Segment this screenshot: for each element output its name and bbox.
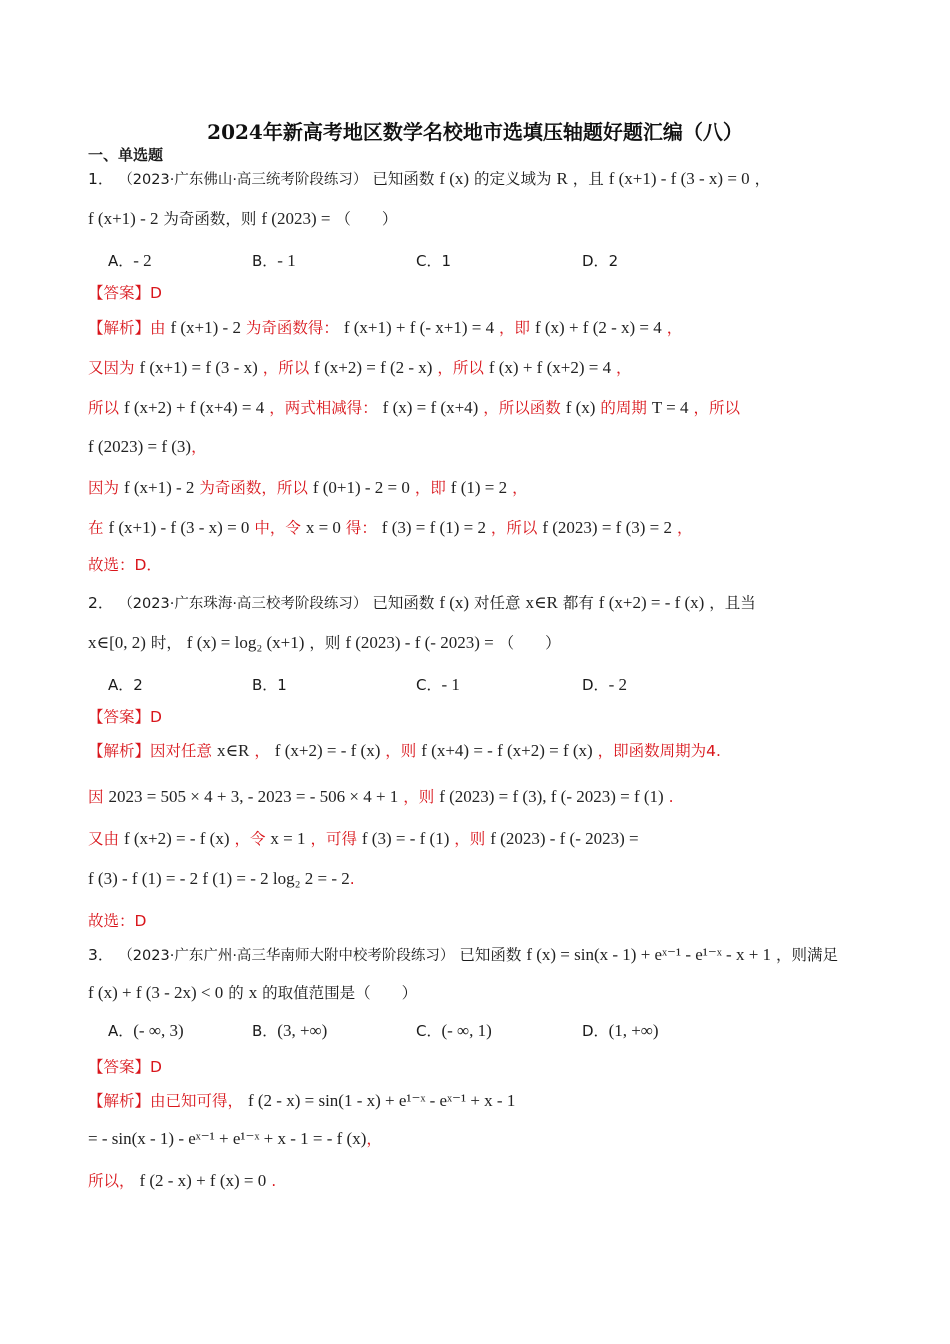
math-expression: f (x+1) - f (3 - x) = 0 xyxy=(108,518,250,537)
q1-stem-line1 xyxy=(88,168,890,191)
text-segment: 因为 xyxy=(88,479,120,497)
q1-math: f (2023) = xyxy=(261,209,331,228)
text-segment: . xyxy=(349,870,355,888)
section-heading: 一、单选题 xyxy=(88,146,164,164)
math-expression: f (x+1) - 2 xyxy=(123,478,195,497)
text-segment: ，两式相减得： xyxy=(269,399,378,417)
q3-stem-line2 xyxy=(88,982,890,1004)
math-expression: f (x+1) + f (- x+1) = 4 xyxy=(343,318,495,337)
math-expression: T = 4 xyxy=(651,398,689,417)
text-segment: C． xyxy=(416,252,442,270)
math-expression: f (x) xyxy=(439,593,470,612)
math-expression: - 1 xyxy=(277,251,296,270)
text-segment: ， xyxy=(191,438,207,456)
math-expression: (1, +∞) xyxy=(608,1021,659,1040)
page-title: 2024年新高考地区数学名校地市选填压轴题好题汇编（八） xyxy=(207,120,743,144)
text-segment: ，即 xyxy=(414,479,446,497)
math-expression: f (1) = 2 xyxy=(450,478,508,497)
q1-number: 1． xyxy=(88,170,114,188)
text-segment: 得： xyxy=(345,519,377,537)
math-expression: - 2 xyxy=(133,251,152,270)
math-expression: x∈R xyxy=(525,593,558,612)
text-segment: ，所以函数 xyxy=(483,399,561,417)
q2-conclusion: 故选：D xyxy=(88,912,147,930)
text-segment: 都有 xyxy=(562,594,594,612)
text-segment: 【解析】 xyxy=(88,1092,151,1110)
math-expression: f (2023) - f (- 2023) = xyxy=(345,633,494,652)
q2-option-b xyxy=(252,674,287,695)
text-segment: 的 xyxy=(228,984,244,1002)
q3-option-d xyxy=(582,1020,659,1041)
text-segment: 在 xyxy=(88,519,104,537)
q1-math: f (x+1) - f (3 - x) = 0 xyxy=(608,169,750,188)
text-segment: 1 xyxy=(277,676,287,694)
text-segment: D． xyxy=(582,676,609,694)
text-segment: 【解析】 xyxy=(88,742,151,760)
q1-text: 已知函数 xyxy=(372,170,435,188)
math-expression: - 1 xyxy=(441,675,460,694)
text-segment: . xyxy=(271,1172,277,1190)
q1-math: f (x+1) - 2 xyxy=(88,209,159,228)
math-expression: x∈[0, 2) xyxy=(88,633,146,652)
text-segment: ， xyxy=(254,742,270,760)
text-segment: 时， xyxy=(150,634,182,652)
math-expression: f (2023) = f (3) xyxy=(88,437,192,456)
q2-solution-line4 xyxy=(88,868,890,890)
text-segment: ，则 xyxy=(454,830,486,848)
q1-option-a xyxy=(108,250,152,271)
text-segment: 已知函数 xyxy=(459,946,522,964)
q1-text: 的定义域为 xyxy=(474,170,552,188)
text-segment: B． xyxy=(252,676,278,694)
text-segment: ，所以 xyxy=(262,359,310,377)
q1-solution-line5 xyxy=(88,477,890,499)
q2-solution-line1 xyxy=(88,740,890,762)
q1-conclusion: 故选：D． xyxy=(88,556,162,574)
math-expression: f (2 - x) + f (x) = 0 xyxy=(139,1171,267,1190)
q2-option-c xyxy=(416,674,460,695)
q2-solution-line2 xyxy=(88,786,890,808)
math-expression: f (x+2) = - f (x) xyxy=(123,829,230,848)
text-segment: A． xyxy=(108,1022,134,1040)
math-expression: f (2023) - f (- 2023) = xyxy=(490,829,639,848)
text-segment: ，则 xyxy=(403,788,435,806)
math-expression: f (x+4) = - f (x+2) = f (x) xyxy=(421,741,593,760)
text-segment: （2023·广东珠海·高三校考阶段练习） xyxy=(118,596,368,612)
q1-solution-line2 xyxy=(88,357,890,379)
q3-solution-line2 xyxy=(88,1128,890,1150)
text-segment: ， xyxy=(676,519,693,537)
text-segment: ，所以 xyxy=(437,359,484,377)
q2-option-d xyxy=(582,674,627,695)
math-expression: - 2 xyxy=(608,675,627,694)
q1-option-d xyxy=(582,250,618,271)
q1-text: ， xyxy=(754,170,771,188)
text-segment: 中，令 xyxy=(254,519,301,537)
text-segment: 已知函数 xyxy=(372,594,435,612)
text-segment: ， xyxy=(616,359,632,377)
q3-answer: 【答案】D xyxy=(88,1058,162,1076)
text-segment: 3． xyxy=(88,946,114,964)
text-segment: 【解析】 xyxy=(88,319,151,337)
text-segment: 为奇函数，所以 xyxy=(199,479,308,497)
q1-paren: （ ） xyxy=(335,210,398,228)
text-segment: ，则满足 xyxy=(775,946,838,964)
q1-solution-line1 xyxy=(88,317,890,339)
text-segment: ， xyxy=(366,1130,382,1148)
q1-option-b xyxy=(252,250,296,271)
text-segment: 由 xyxy=(150,319,166,337)
q1-solution-line4 xyxy=(88,436,890,458)
math-expression: x = 1 xyxy=(270,829,306,848)
text-segment: A． xyxy=(108,252,134,270)
math-expression: f (x+2) = f (2 - x) xyxy=(314,358,433,377)
q1-solution-line6 xyxy=(88,517,890,539)
math-expression: x∈R xyxy=(216,741,250,760)
text-segment: A． xyxy=(108,676,134,694)
q3-stem-line1 xyxy=(88,944,890,967)
q2-stem-line2 xyxy=(88,632,890,654)
text-segment: 2 xyxy=(608,252,619,270)
text-segment: ， xyxy=(512,479,528,497)
text-segment: （ ） xyxy=(498,634,561,652)
math-expression: f (x) = f (x+4) xyxy=(382,398,479,417)
q2-stem-line1 xyxy=(88,592,890,615)
text-segment: 所以， xyxy=(88,1172,135,1190)
q1-math: R xyxy=(556,169,568,188)
q1-stem-line2 xyxy=(88,208,890,230)
q3-solution-line3 xyxy=(88,1170,890,1192)
text-segment: 2 xyxy=(133,676,143,694)
text-segment: C． xyxy=(416,676,442,694)
text-segment: B． xyxy=(252,1022,278,1040)
text-segment: 1 xyxy=(441,252,452,270)
math-expression: f (x) xyxy=(565,398,596,417)
text-segment: B． xyxy=(252,252,278,270)
text-segment: 又因为 xyxy=(88,359,135,377)
text-segment: 对任意 xyxy=(474,594,521,612)
text-segment: 为奇函数得： xyxy=(245,319,339,337)
q3-solution-line1 xyxy=(88,1090,890,1112)
math-expression: f (2023) = f (3) = 2 xyxy=(542,518,672,537)
math-expression: f (3) = - f (1) xyxy=(361,829,450,848)
math-expression: f (2 - x) = sin(1 - x) + e¹⁻ˣ - eˣ⁻¹ + x - 1 xyxy=(247,1091,516,1110)
q3-option-c xyxy=(416,1020,492,1041)
text-segment: ，即 xyxy=(499,319,531,337)
math-expression: = - sin(x - 1) - eˣ⁻¹ + e¹⁻ˣ + x - 1 = - f (x) xyxy=(88,1129,367,1148)
math-expression: f (x+1) - 2 xyxy=(170,318,241,337)
text-segment: ，且当 xyxy=(709,594,756,612)
text-segment: ， xyxy=(666,319,683,337)
math-expression: f (x+2) = - f (x) xyxy=(598,593,705,612)
text-segment: D． xyxy=(582,252,609,270)
text-segment: 又由 xyxy=(88,830,120,848)
math-expression: f (x) + f (3 - 2x) < 0 xyxy=(88,983,224,1002)
math-expression: f (x) = sin(x - 1) + eˣ⁻¹ - e¹⁻ˣ - x + 1 xyxy=(526,945,772,964)
q1-text: ，且 xyxy=(572,170,604,188)
text-segment: D． xyxy=(582,1022,609,1040)
q1-math: f (x) xyxy=(439,169,470,188)
text-segment: . xyxy=(668,788,674,806)
math-expression: (- ∞, 1) xyxy=(441,1021,492,1040)
text-segment: ，所以 xyxy=(693,399,740,417)
q3-option-b xyxy=(252,1020,327,1041)
text-segment: （2023·广东广州·高三华南师大附中校考阶段练习） xyxy=(118,948,455,964)
q1-answer: 【答案】D xyxy=(88,284,162,302)
math-expression: f (x) = log₂ (x+1) xyxy=(186,633,305,652)
text-segment: 所以 xyxy=(88,399,120,417)
text-segment: ，即函数周期为4. xyxy=(597,742,721,760)
math-expression: f (0+1) - 2 = 0 xyxy=(312,478,410,497)
math-expression: x = 0 xyxy=(305,518,341,537)
math-expression: f (x+2) = - f (x) xyxy=(274,741,381,760)
text-segment: ，所以 xyxy=(490,519,538,537)
text-segment: 的周期 xyxy=(600,399,647,417)
q2-option-a xyxy=(108,674,143,695)
math-expression: f (3) = f (1) = 2 xyxy=(381,518,486,537)
math-expression: f (2023) = f (3), f (- 2023) = f (1) xyxy=(439,787,664,806)
math-expression: (- ∞, 3) xyxy=(133,1021,184,1040)
q1-source: （2023·广东佛山·高三统考阶段练习） xyxy=(118,172,368,188)
text-segment: ，令 xyxy=(234,830,266,848)
text-segment: C． xyxy=(416,1022,442,1040)
text-segment: 由已知可得， xyxy=(150,1092,244,1110)
math-expression: f (3) - f (1) = - 2 f (1) = - 2 log₂ 2 = - 2 xyxy=(88,869,350,888)
q1-option-c xyxy=(416,250,451,271)
math-expression: f (x) + f (x+2) = 4 xyxy=(488,358,612,377)
q1-text: 为奇函数，则 xyxy=(163,210,257,228)
math-expression: f (x+1) = f (3 - x) xyxy=(139,358,258,377)
q3-option-a xyxy=(108,1020,184,1041)
q2-solution-line3 xyxy=(88,828,890,850)
math-expression: x xyxy=(248,983,258,1002)
math-expression: (3, +∞) xyxy=(277,1021,328,1040)
text-segment: ，则 xyxy=(309,634,341,652)
text-segment: 2． xyxy=(88,594,114,612)
text-segment: 因 xyxy=(88,788,104,806)
text-segment: ，可得 xyxy=(310,830,357,848)
q2-answer: 【答案】D xyxy=(88,708,162,726)
math-expression: 2023 = 505 × 4 + 3, - 2023 = - 506 × 4 + 1 xyxy=(108,787,399,806)
text-segment: ，则 xyxy=(385,742,417,760)
math-expression: f (x+2) + f (x+4) = 4 xyxy=(123,398,265,417)
text-segment: 的取值范围是（ ） xyxy=(262,984,418,1002)
math-expression: f (x) + f (2 - x) = 4 xyxy=(534,318,662,337)
text-segment: 因对任意 xyxy=(150,742,213,760)
q1-solution-line3 xyxy=(88,397,890,419)
